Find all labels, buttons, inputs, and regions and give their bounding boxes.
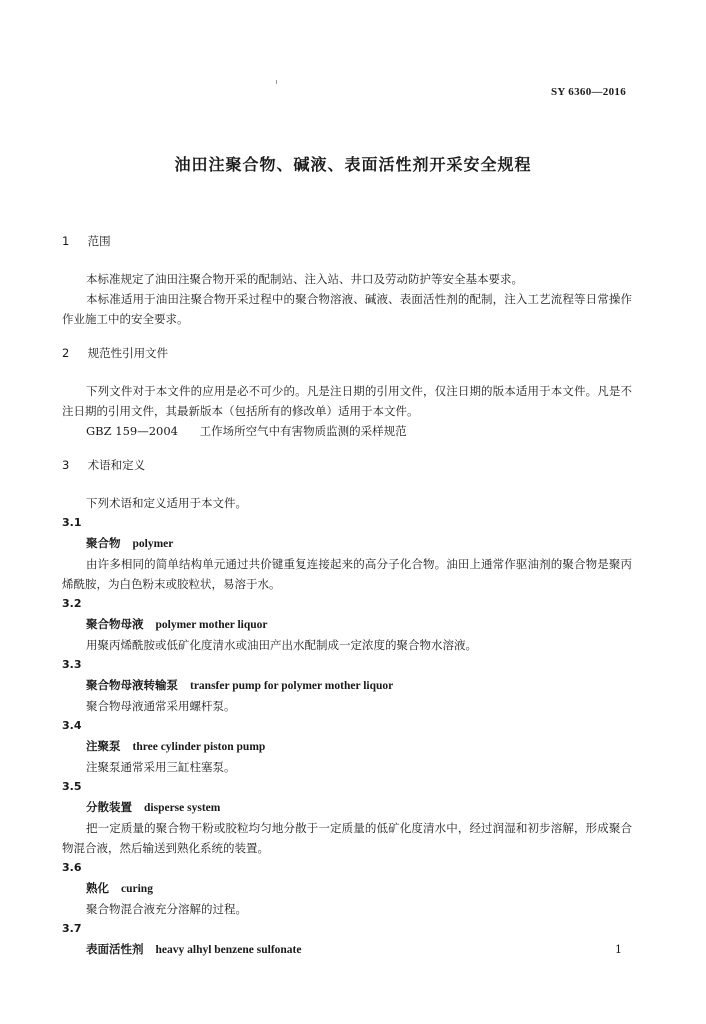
term-en: curing xyxy=(121,883,153,895)
paragraph: 下列文件对于本文件的应用是必不可少的。凡是注日期的引用文件，仅注日期的版本适用于本文件。凡是不注日期的引用文件，其最新版本（包括所有的修改单）适用于本文件。 xyxy=(62,384,632,418)
term-definition: 聚合物母液通常采用螺杆泵。 xyxy=(86,699,236,713)
term-en: three cylinder piston pump xyxy=(132,741,266,753)
scan-mark xyxy=(276,80,277,84)
normative-reference xyxy=(62,421,632,441)
term-en: disperse system xyxy=(144,802,221,814)
term-zh: 聚合物母液 xyxy=(86,617,144,631)
page-number: 1 xyxy=(615,943,622,956)
reference-title: 工作场所空气中有害物质监测的采样规范 xyxy=(199,424,407,438)
term-entry xyxy=(62,675,632,696)
term-number: 3.5 xyxy=(62,780,82,793)
paragraph: 下列术语和定义适用于本文件。 xyxy=(86,496,247,510)
reference-code: GBZ 159—2004 xyxy=(86,424,178,438)
paragraph: 本标准适用于油田注聚合物开采过程中的聚合物溶液、碱液、表面活性剂的配制，注入工艺流程等日常操作作业施工中的安全要求。 xyxy=(62,292,632,326)
section-heading xyxy=(62,457,632,473)
term-definition: 把一定质量的聚合物干粉或胶粒均匀地分散于一定质量的低矿化度清水中，经过润湿和初步溶解，形成聚合物混合液，然后输送到熟化系统的装置。 xyxy=(62,821,632,855)
term-zh: 熟化 xyxy=(86,881,109,895)
section-number: 2 xyxy=(62,346,70,360)
term-zh: 聚合物母液转输泵 xyxy=(86,678,178,692)
term-entry xyxy=(62,736,632,757)
term-number: 3.4 xyxy=(62,719,82,732)
section-title: 术语和定义 xyxy=(87,458,146,472)
section-heading xyxy=(62,233,632,249)
term-number: 3.6 xyxy=(62,861,82,874)
term-entry xyxy=(62,614,632,635)
term-entry xyxy=(62,533,632,554)
paragraph: 本标准规定了油田注聚合物开采的配制站、注入站、井口及劳动防护等安全基本要求。 xyxy=(86,272,523,286)
term-number: 3.7 xyxy=(62,922,82,935)
section-title: 范围 xyxy=(87,234,111,248)
section-number: 3 xyxy=(62,458,70,472)
section-title: 规范性引用文件 xyxy=(87,346,169,360)
document-body xyxy=(62,233,632,960)
standard-code: SY 6360—2016 xyxy=(550,86,626,98)
term-zh: 聚合物 xyxy=(86,536,121,550)
term-zh: 表面活性剂 xyxy=(86,942,144,956)
term-entry xyxy=(62,939,632,960)
term-en: polymer mother liquor xyxy=(155,619,268,631)
term-number: 3.3 xyxy=(62,658,82,671)
term-definition: 注聚泵通常采用三缸柱塞泵。 xyxy=(86,760,236,774)
term-number: 3.2 xyxy=(62,597,82,610)
section-number: 1 xyxy=(62,234,70,248)
term-en: polymer xyxy=(132,538,174,550)
term-entry xyxy=(62,797,632,818)
term-en: heavy alhyl benzene sulfonate xyxy=(155,944,302,956)
section-heading xyxy=(62,345,632,361)
document-title: 油田注聚合物、碱液、表面活性剂开采安全规程 xyxy=(174,155,532,174)
term-definition: 用聚丙烯酰胺或低矿化度清水或油田产出水配制成一定浓度的聚合物水溶液。 xyxy=(86,638,477,652)
term-en: transfer pump for polymer mother liquor xyxy=(190,680,394,692)
term-zh: 注聚泵 xyxy=(86,739,121,753)
term-entry xyxy=(62,878,632,899)
term-definition: 由许多相同的简单结构单元通过共价键重复连接起来的高分子化合物。油田上通常作驱油剂的聚合物是聚丙烯酰胺，为白色粉末或胶粒状，易溶于水。 xyxy=(62,557,632,591)
term-zh: 分散装置 xyxy=(86,800,132,814)
term-number: 3.1 xyxy=(62,516,82,529)
term-definition: 聚合物混合液充分溶解的过程。 xyxy=(86,902,247,916)
